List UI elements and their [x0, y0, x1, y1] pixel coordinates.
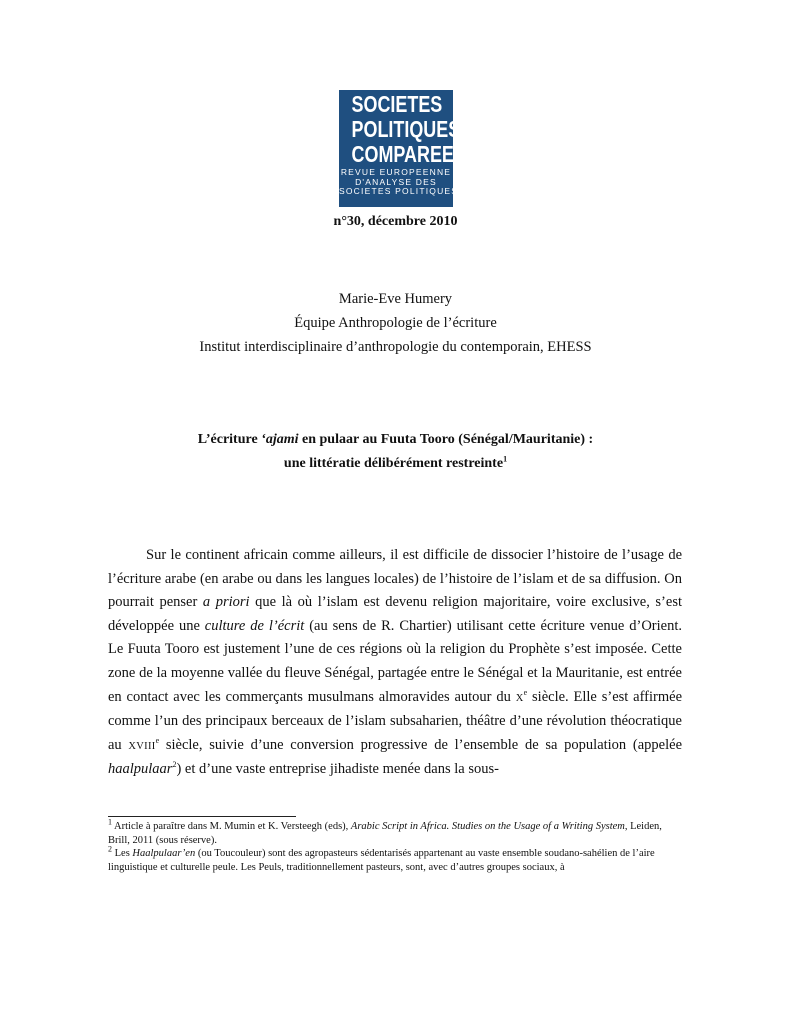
journal-logo [339, 90, 466, 207]
footnote-text: Les [112, 848, 133, 859]
body-italic: culture de l’écrit [204, 617, 305, 634]
logo-line: COMPAREES [351, 141, 466, 167]
title-italic: ‘ajami [261, 432, 299, 447]
ordinal-suffix: e [523, 687, 528, 697]
logo-subline: REVUE EUROPEENNE [340, 167, 452, 177]
footnote-text: Article à paraître dans M. Mumin et K. Versteegh (eds), [112, 821, 351, 832]
author-team: Équipe Anthropologie de l’écriture [294, 315, 497, 331]
title-text: L’écriture [197, 432, 262, 447]
footnote-separator [108, 816, 296, 817]
body-text: ) et d’une vaste entreprise jihadiste menée dans la sous- [176, 761, 499, 778]
logo-subline: SOCIETES POLITIQUES [339, 186, 459, 196]
author-block [0, 287, 791, 359]
body-text: siècle. Elle s’est affirmée comme l’un des principaux berceaux de l’islam subsaharien, théâtre d’une révolution théocratique au [108, 688, 683, 753]
title-text: une littératie délibérément restreinte [283, 456, 504, 471]
footnote-number: 1 [108, 817, 112, 827]
author-institute: Institut interdisciplinaire d’anthropologie du contemporain, EHESS [199, 339, 592, 355]
title-text: en pulaar au Fuuta Tooro (Sénégal/Mauritanie) : [298, 432, 594, 447]
logo-subline: D'ANALYSE DES [355, 176, 437, 187]
footnote-italic: Haalpulaar’en [132, 848, 196, 859]
author-name: Marie-Eve Humery [338, 291, 453, 307]
logo-line: SOCIETES [351, 91, 443, 117]
title-line-1 [0, 428, 791, 452]
footnote-text: (ou Toucouleur) sont des agropasteurs sédentarisés appartenant au vaste ensemble soudano-sahélien de l’aire linguistique et culturelle peule. Les Peuls, traditionnellement pasteurs, sont, avec d’autres groupes sociaux, à [108, 848, 655, 873]
footnote-ref[interactable]: 1 [503, 454, 508, 464]
title-line-2 [0, 452, 791, 476]
footnote-ref[interactable]: 2 [172, 760, 177, 770]
body-text: Sur le continent africain comme ailleurs, il est difficile de dissocier l’histoire de l’usage de l’écriture arabe (en arabe ou dans les langues locales) de l’histoire de l’islam et de sa diffusion. On pourrait penser [108, 547, 682, 611]
body-text: siècle, suivie d’une conversion progressive de l’ensemble de sa population (appelée [159, 736, 683, 753]
century-numeral: X [515, 692, 524, 704]
body-text: que là où l’islam est devenu religion majoritaire, voire exclusive, s’est développée une [108, 594, 682, 634]
footnote-2 [108, 844, 682, 874]
body-italic: haalpulaar [108, 761, 173, 778]
article-title [0, 428, 791, 476]
footnote-1 [108, 817, 682, 847]
footnote-italic: Arabic Script in Africa. Studies on the Usage of a Writing System [350, 821, 625, 832]
body-paragraph [108, 544, 682, 782]
body-text: (au sens de R. Chartier) utilisant cette écriture venue d’Orient. Le Fuuta Tooro est justement l’une de ces régions où la religion du Prophète s’est imposée. Cette zone de la moyenne vallée du fleuve Sénégal, partagée entre le Sénégal et la Mauritanie, est entrée en contact avec les commerçants musulmans almoravides autour du [108, 617, 682, 705]
century-numeral: XVIII [128, 740, 156, 752]
issue-number: n°30, décembre 2010 [333, 214, 458, 229]
body-italic: a priori [202, 594, 250, 611]
footnotes [108, 817, 682, 874]
ordinal-suffix: e [155, 735, 160, 745]
logo-line: POLITIQUES [351, 116, 461, 142]
footnote-number: 2 [108, 844, 112, 854]
footnote-text: , Leiden, Brill, 2011 (sous réserve). [108, 821, 662, 846]
